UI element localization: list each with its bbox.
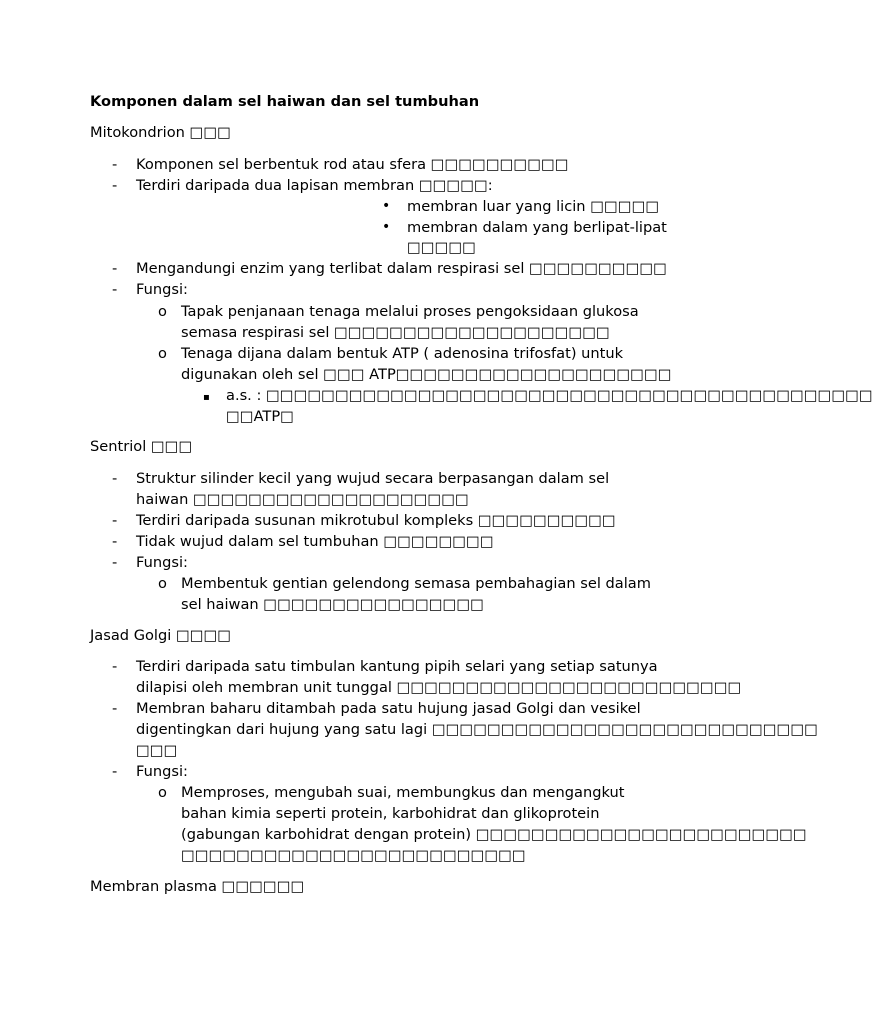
square-marker: ▪ (203, 392, 210, 403)
list-item: Fungsi: (136, 554, 188, 571)
circle-marker: o (158, 345, 167, 362)
dash-marker: - (112, 512, 118, 529)
heading-membran-plasma: Membran plasma □□□□□□ (90, 878, 305, 895)
list-item: Tenaga dijana dalam bentuk ATP ( adenosina trifosfat) untuk (181, 345, 624, 362)
dash-marker: - (112, 470, 118, 487)
list-item-continuation: bahan kimia seperti protein, karbohidrat dan glikoprotein (181, 805, 600, 822)
list-item: Membran baharu ditambah pada satu hujung jasad Golgi dan vesikel (136, 700, 641, 717)
list-item: Struktur silinder kecil yang wujud secara berpasangan dalam sel (136, 470, 610, 487)
document-title: Komponen dalam sel haiwan dan sel tumbuhan (90, 93, 480, 110)
circle-marker: o (158, 784, 167, 801)
dash-marker: - (112, 156, 118, 173)
list-item: Terdiri daripada dua lapisan membran □□□□□: (136, 177, 493, 194)
list-item: Terdiri daripada susunan mikrotubul kompleks □□□□□□□□□□ (136, 512, 616, 529)
dash-marker: - (112, 281, 118, 298)
list-item: membran luar yang licin □□□□□ (407, 198, 660, 215)
dash-marker: - (112, 554, 118, 571)
heading-mitokondrion: Mitokondrion □□□ (90, 124, 231, 141)
list-item-continuation: □□ATP□ (226, 408, 294, 425)
list-item: Tapak penjanaan tenaga melalui proses pengoksidaan glukosa (181, 303, 639, 320)
heading-jasad-golgi: Jasad Golgi □□□□ (90, 627, 232, 644)
circle-marker: o (158, 303, 167, 320)
list-item-continuation: haiwan □□□□□□□□□□□□□□□□□□□□ (136, 491, 469, 508)
dot-marker: • (382, 198, 391, 214)
circle-marker: o (158, 575, 167, 592)
list-item-continuation: digentingkan dari hujung yang satu lagi □□□□□□□□□□□□□□□□□□□□□□□□□□□□ (136, 721, 818, 738)
list-item: Fungsi: (136, 763, 188, 780)
list-item-continuation: digunakan oleh sel □□□ ATP□□□□□□□□□□□□□□□□□□□□ (181, 366, 672, 383)
list-item: Fungsi: (136, 281, 188, 298)
list-item: Terdiri daripada satu timbulan kantung pipih selari yang setiap satunya (136, 658, 658, 675)
list-item-continuation: (gabungan karbohidrat dengan protein) □□□□□□□□□□□□□□□□□□□□□□□□ (181, 826, 807, 843)
list-item: Mengandungi enzim yang terlibat dalam respirasi sel □□□□□□□□□□ (136, 260, 667, 277)
dot-marker: • (382, 219, 391, 235)
dash-marker: - (112, 700, 118, 717)
list-item: a.s. : □□□□□□□□□□□□□□□□□□□□□□□□□□□□□□□□□□□□□□□□□□□□ (226, 387, 873, 404)
list-item-continuation: □□□□□□□□□□□□□□□□□□□□□□□□□ (181, 847, 526, 864)
list-item: Tidak wujud dalam sel tumbuhan □□□□□□□□ (136, 533, 494, 550)
list-item-continuation: sel haiwan □□□□□□□□□□□□□□□□ (181, 596, 484, 613)
list-item: Membentuk gentian gelendong semasa pembahagian sel dalam (181, 575, 651, 592)
list-item-continuation: dilapisi oleh membran unit tunggal □□□□□□□□□□□□□□□□□□□□□□□□□ (136, 679, 742, 696)
list-item: membran dalam yang berlipat-lipat (407, 219, 667, 236)
list-item-continuation: semasa respirasi sel □□□□□□□□□□□□□□□□□□□□ (181, 324, 610, 341)
list-item-continuation: □□□□□ (407, 239, 476, 256)
dash-marker: - (112, 177, 118, 194)
dash-marker: - (112, 533, 118, 550)
list-item: Memproses, mengubah suai, membungkus dan mengangkut (181, 784, 625, 801)
dash-marker: - (112, 658, 118, 675)
dash-marker: - (112, 763, 118, 780)
list-item: Komponen sel berbentuk rod atau sfera □□□□□□□□□□ (136, 156, 569, 173)
heading-sentriol: Sentriol □□□ (90, 438, 193, 455)
dash-marker: - (112, 260, 118, 277)
list-item-continuation: □□□ (136, 742, 178, 759)
